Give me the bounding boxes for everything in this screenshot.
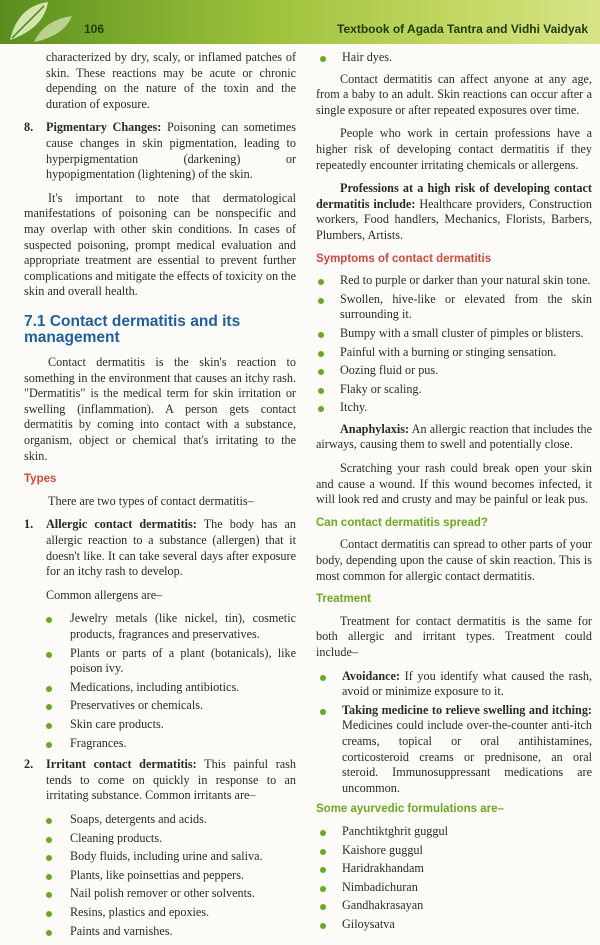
book-title: Textbook of Agada Tantra and Vidhi Vaidyak (337, 22, 588, 36)
section-heading: 7.1 Contact dermatitis and its management (24, 312, 241, 346)
treatment-title: Avoidance: (342, 668, 400, 683)
item-title: Pigmentary Changes: (46, 120, 162, 135)
list-item: Itchy. (316, 400, 592, 416)
list-item: Paints and varnishes. (24, 924, 296, 940)
ayurvedic-list (316, 824, 592, 933)
list-item: Giloysatva (316, 917, 592, 933)
list-item: Bumpy with a small cluster of pimples or blisters. (316, 326, 592, 342)
item-text: The body has an allergic reaction to a substance (allergen) that it doesn't like. It can take several days after exposure for an itchy rash to develop. (46, 517, 296, 579)
item-text: Poisoning can sometimes cause changes in skin pigmentation, leading to hyperpigmentation (darkening) or hypopigmentation (lightening) of the skin. (46, 120, 296, 182)
symptoms-heading: Symptoms of contact dermatitis (316, 252, 492, 265)
list-item: Red to purple or darker than your natural skin tone. (316, 273, 592, 289)
item-number: 1. (24, 517, 34, 532)
list-item (316, 703, 592, 797)
list-item: Painful with a burning or stinging sensation. (316, 345, 592, 361)
list-item: Soaps, detergents and acids. (24, 812, 296, 828)
treatment-list (316, 669, 592, 797)
item-title: Irritant contact dermatitis: (46, 757, 197, 772)
item-number: 2. (24, 757, 34, 772)
treatment-heading: Treatment (316, 593, 371, 606)
page-header (0, 0, 600, 44)
list-item: Flaky or scaling. (316, 382, 592, 398)
left-column (24, 50, 296, 945)
paragraph-treatment: Treatment for contact dermatitis is the same for both allergic and irritant types. Treatment could include– (316, 613, 592, 659)
numbered-item-2 (24, 757, 296, 804)
list-item: Plants or parts of a plant (botanicals), like poison ivy. (24, 646, 296, 677)
list-item: Skin care products. (24, 717, 296, 733)
symptoms-list (316, 273, 592, 416)
paragraph-high-risk (316, 181, 592, 243)
list-item: Fragrances. (24, 736, 296, 752)
list-item: Oozing fluid or pus. (316, 363, 592, 379)
anaphylaxis-text: An allergic reaction that includes the airways, causing them to swell and potentially close. (316, 421, 592, 452)
paragraph-continued: characterized by dry, scaly, or inflamed patches of skin. These reactions may be acute or chronic depending on the nature of the toxin and the duration of exposure. (46, 50, 296, 111)
paragraph-spread: Contact dermatitis can spread to other parts of your body, depending upon the cause of skin reaction. This is most common for allergic contact dermatitis. (316, 537, 592, 583)
list-item: Panchtiktghrit guggul (316, 824, 592, 840)
treatment-title: Taking medicine to relieve swelling and itching: (342, 702, 592, 717)
treatment-text: Medicines could include over-the-counter anti-itch creams, topical or oral antihistamines, corticosteroid creams or prednisone, an oral steroid. Immunosuppressant medications are uncommon. (342, 718, 592, 795)
page-number: 106 (84, 22, 105, 36)
list-item: Preservatives or chemicals. (24, 698, 296, 714)
item-title: Allergic contact dermatitis: (46, 517, 197, 532)
list-item: Kaishore guggul (316, 843, 592, 859)
allergens-list (24, 611, 296, 751)
list-item (316, 669, 592, 700)
item-number: 8. (24, 120, 34, 135)
list-item: Gandhakrasayan (316, 898, 592, 914)
paragraph-contact-dermatitis: Contact dermatitis is the skin's reaction to something in the environment that causes an itchy rash. "Dermatitis" is the medical term for skin irritation or swelling (inflammation). A person gets contact dermatitis by coming into contact with a substance, organism, object or chemical that's irritating to the skin. (24, 355, 296, 463)
paragraph-anyone: Contact dermatitis can affect anyone at any age, from a baby to an adult. Skin reactions can occur after a single exposure or after repeated exposures over time. (316, 71, 592, 117)
list-item: Body fluids, including urine and saliva. (24, 849, 296, 865)
high-risk-text: Healthcare providers, Construction workers, Food handlers, Mechanics, Florists, Barbers, Plumbers, Artists. (316, 196, 592, 242)
list-item: Resins, plastics and epoxies. (24, 905, 296, 921)
paragraph-scratching: Scratching your rash could break open your skin and cause a wound. If this wound becomes infected, it will look red and crusty and may be painful or leak pus. (316, 461, 592, 507)
spread-heading: Can contact dermatitis spread? (316, 516, 488, 529)
types-heading: Types (24, 473, 57, 486)
irritants-list (24, 812, 296, 939)
list-item: Jewelry metals (like nickel, tin), cosmetic products, fragrances and preservatives. (24, 611, 296, 642)
list-item: Medications, including antibiotics. (24, 680, 296, 696)
paragraph-professions: People who work in certain professions have a higher risk of developing contact dermatitis if they repeatedly encounter irritating chemicals or allergens. (316, 126, 592, 172)
numbered-item-8 (24, 120, 296, 182)
types-intro: There are two types of contact dermatitis– (48, 493, 254, 508)
allergens-intro: Common allergens are– (46, 587, 163, 602)
item-text: This painful rash tends to come on quickly in response to an irritating substance. Common irritants are– (46, 757, 296, 803)
paragraph-anaphylaxis (316, 422, 592, 453)
numbered-item-1 (24, 517, 296, 579)
treatment-text: If you identify what caused the rash, avoid or minimize exposure to it. (342, 668, 592, 699)
list-item: Hair dyes. (316, 50, 592, 66)
continued-list (316, 50, 592, 66)
anaphylaxis-title: Anaphylaxis: (340, 421, 410, 436)
list-item: Cleaning products. (24, 831, 296, 847)
list-item: Nail polish remover or other solvents. (24, 886, 296, 902)
paragraph-important: It's important to note that dermatological manifestations of poisoning can be nonspecific and may overlap with other skin conditions. In cases of suspected poisoning, prompt medical evaluation and appropriate treatment are essential to prevent further complications and mitigate the effects of toxicity on the skin and overall health. (24, 190, 296, 299)
high-risk-title: Professions at a high risk of developing contact dermatitis include: (316, 181, 592, 211)
ayurvedic-heading: Some ayurvedic formulations are– (316, 803, 504, 816)
list-item: Swollen, hive-like or elevated from the skin surrounding it. (316, 292, 592, 323)
list-item: Plants, like poinsettias and peppers. (24, 868, 296, 884)
list-item: Nimbadichuran (316, 880, 592, 896)
right-column (316, 50, 592, 939)
list-item: Haridrakhandam (316, 861, 592, 877)
leaf-decoration-icon (4, 0, 84, 44)
